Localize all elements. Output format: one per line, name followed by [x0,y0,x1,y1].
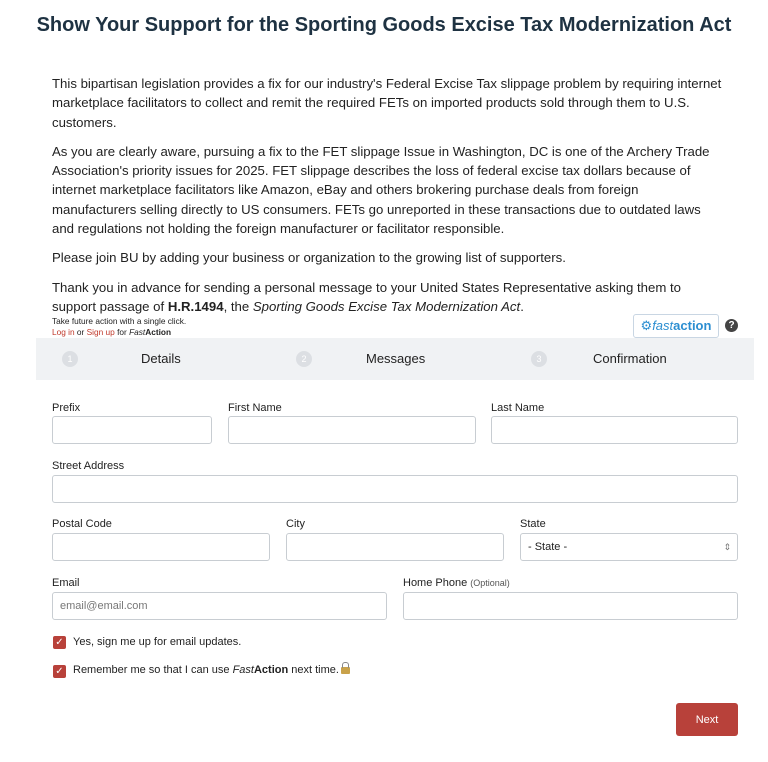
street-address-input[interactable] [52,475,738,503]
last-name-input[interactable] [491,416,738,444]
logo-action: action [673,318,712,333]
signup-link[interactable]: Sign up [86,327,115,337]
email-input[interactable]: email@email.com [52,592,387,620]
lock-icon [341,667,350,674]
email-updates-label[interactable]: Yes, sign me up for email updates. [73,636,242,648]
act-name: Sporting Goods Excise Tax Modernization Act [252,298,521,314]
step-number-2: 2 [296,351,312,367]
state-select-value: - State - [528,541,568,553]
intro-paragraph-1: This bipartisan legislation provides a fix for our industry's Federal Excise Tax slippage problem by requiring internet marketplace facilitators to collect and remit the required FETs on imported products sold through them to U.S. customers. [52,76,722,130]
remember-me-label[interactable] [73,664,350,676]
remember-me-checkbox[interactable]: ✓ [53,665,66,678]
step-label-confirmation: Confirmation [593,351,667,366]
first-name-input[interactable] [228,416,476,444]
login-link[interactable]: Log in [52,327,75,337]
intro-paragraph-3: Please join BU by adding your business or organization to the growing list of supporters. [52,250,566,266]
thanks-middle: , the [223,298,253,314]
fastaction-prompt [52,316,186,338]
or-text: or [76,327,85,337]
step-label-messages: Messages [366,351,426,366]
brand-fast: Fast [129,327,146,337]
thanks-suffix: . [520,298,524,314]
step-label-details: Details [141,351,181,366]
email-updates-checkbox[interactable]: ✓ [53,636,66,649]
remember-brand-action: Action [253,664,289,676]
for-text: for [117,327,127,337]
step-progress-bar [36,338,754,380]
home-phone-label [403,577,510,589]
step-number-1: 1 [62,351,78,367]
logo-fast: fast [652,318,674,333]
bill-number: H.R.1494 [167,298,224,314]
page-title: Show Your Support for the Sporting Goods Excise Tax Modernization Act [36,14,732,36]
gear-icon: ⚙ [640,318,653,333]
intro-paragraph-2: As you are clearly aware, pursuing a fix to the FET slippage Issue in Washington, DC is one of the Archery Trade Association's priority issues for 2025. FET slippage describes the loss of federal excise tax dollars because of internet marketplace facilitators like Amazon, eBay and others brokering purchase deals from foreign manufacturers selling directly to US consumers. FETs go unreported in these transactions due to outdated laws and regulations not holding the foreign manufacturer or facilitator responsible. [52,143,710,237]
remember-brand-fast: Fast [232,664,254,676]
email-label: Email [52,577,80,589]
thanks-prefix: Thank you in advance for sending a personal message to your United States Representative asking them to support passage of [52,279,681,314]
select-caret-icon: ⇕ [723,542,731,552]
state-label: State [520,518,546,530]
intro-text [52,74,722,326]
street-address-label: Street Address [52,460,125,472]
city-input[interactable] [286,533,504,561]
last-name-label: Last Name [491,402,545,414]
remember-prefix: Remember me so that I can use [73,664,233,676]
optional-tag: (Optional) [470,578,510,588]
brand-action: Action [145,327,172,337]
postal-code-input[interactable] [52,533,270,561]
step-number-3: 3 [531,351,547,367]
remember-suffix: next time. [288,664,339,676]
home-phone-label-text: Home Phone [403,577,468,589]
next-button[interactable]: Next [676,703,738,736]
prefix-label: Prefix [52,402,81,414]
home-phone-input[interactable] [403,592,738,620]
state-select[interactable] [520,533,738,561]
postal-code-label: Postal Code [52,518,112,530]
first-name-label: First Name [228,402,282,414]
fastaction-tagline: Take future action with a single click. [52,316,187,326]
city-label: City [286,518,305,530]
intro-paragraph-4 [52,278,722,317]
fastaction-logo[interactable] [633,314,719,338]
help-icon[interactable]: ? [725,319,738,332]
prefix-input[interactable] [52,416,212,444]
